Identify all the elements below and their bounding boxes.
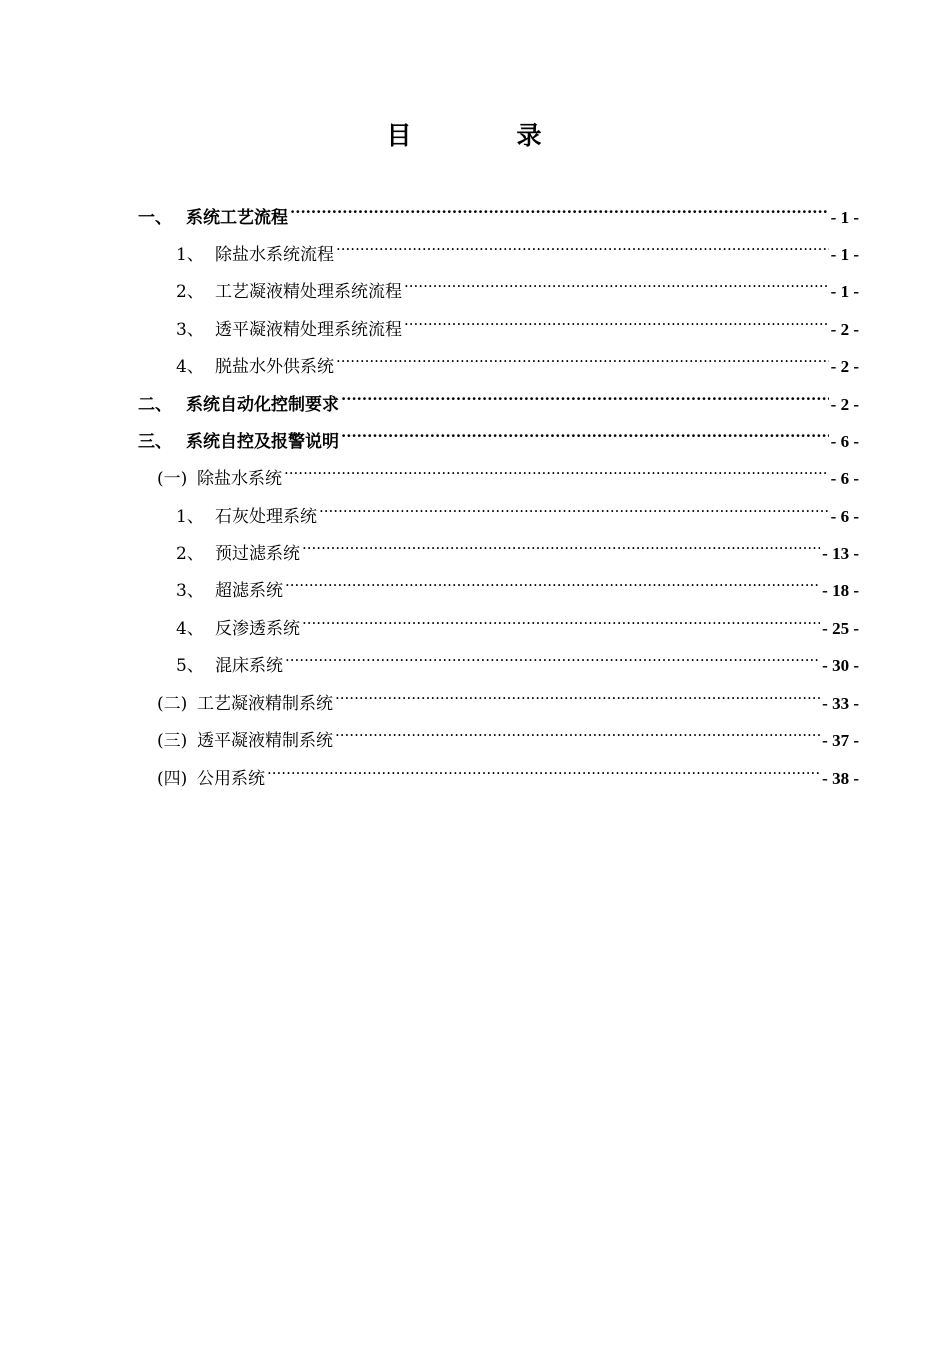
toc-entry-number: 3、 <box>176 320 204 340</box>
dot-leader <box>267 754 820 784</box>
toc-entry-3-c[interactable] <box>157 716 859 751</box>
toc-entry-label: 超滤系统 <box>215 581 283 601</box>
toc-entry-label: 石灰处理系统 <box>215 507 317 527</box>
toc-entry-page: - 18 - <box>822 581 859 600</box>
dot-leader <box>290 193 829 223</box>
toc-entry-number: 1、 <box>176 507 204 527</box>
toc-entry-page: - 33 - <box>822 694 859 713</box>
toc-entry-3-a-3[interactable] <box>176 566 859 601</box>
toc-entry-label: 除盐水系统 <box>197 469 282 489</box>
toc-entry-label: 透平凝液精处理系统流程 <box>215 320 402 340</box>
dot-leader <box>404 305 829 335</box>
toc-entry-page: - 1 - <box>830 245 859 264</box>
toc-entry-3-a-5[interactable] <box>176 641 859 676</box>
dot-leader <box>336 342 829 372</box>
dot-leader <box>335 679 820 709</box>
dot-leader <box>319 492 829 522</box>
toc-entry-1[interactable] <box>138 193 859 228</box>
toc-entry-3-a-2[interactable] <box>176 529 859 564</box>
toc-entry-label: 混床系统 <box>215 656 283 676</box>
toc-title: 目 录 <box>386 121 582 150</box>
toc-entry-page: - 13 - <box>822 544 859 563</box>
dot-leader <box>302 529 820 559</box>
dot-leader <box>341 417 829 447</box>
toc-entry-number: 二、 <box>138 395 172 415</box>
toc-entry-page: - 30 - <box>822 656 859 675</box>
toc-entry-label: 公用系统 <box>197 769 265 789</box>
toc-entry-number: (四) <box>157 769 188 789</box>
toc-entry-page: - 6 - <box>830 432 859 451</box>
toc-entry-label: 脱盐水外供系统 <box>215 357 334 377</box>
toc-entry-number: 4、 <box>176 619 204 639</box>
toc-entry-label: 透平凝液精制系统 <box>197 731 333 751</box>
toc-entry-page: - 38 - <box>822 769 859 788</box>
dot-leader <box>302 604 820 634</box>
toc-entry-3-a-1[interactable] <box>176 492 859 527</box>
toc-entry-1-2[interactable] <box>176 267 859 302</box>
dot-leader <box>284 454 829 484</box>
toc-entry-number: 5、 <box>176 656 204 676</box>
dot-leader <box>336 230 829 260</box>
toc-entry-label: 系统自动化控制要求 <box>186 395 339 415</box>
toc-entry-page: - 2 - <box>830 320 859 339</box>
toc-entry-2[interactable] <box>138 380 859 415</box>
toc-entry-1-1[interactable] <box>176 230 859 265</box>
toc-entry-page: - 6 - <box>830 469 859 488</box>
dot-leader <box>335 716 820 746</box>
toc-entry-page: - 2 - <box>830 395 859 414</box>
toc-entry-page: - 1 - <box>830 282 859 301</box>
toc-entry-number: 1、 <box>176 245 204 265</box>
toc-entry-page: - 2 - <box>830 357 859 376</box>
toc-entry-page: - 6 - <box>830 507 859 526</box>
toc-entry-page: - 1 - <box>830 208 859 227</box>
toc-entry-number: (三) <box>157 731 188 751</box>
toc-entry-label: 反渗透系统 <box>215 619 300 639</box>
dot-leader <box>285 566 820 596</box>
toc-entry-number: 2、 <box>176 282 204 302</box>
dot-leader <box>341 380 829 410</box>
toc-entry-3-b[interactable] <box>157 679 859 714</box>
dot-leader <box>404 267 829 297</box>
toc-entry-number: 三、 <box>138 432 172 452</box>
toc-entry-number: 3、 <box>176 581 204 601</box>
toc-entry-page: - 25 - <box>822 619 859 638</box>
toc-entry-3-d[interactable] <box>157 754 859 789</box>
toc-entry-label: 系统自控及报警说明 <box>186 432 339 452</box>
toc-entry-3-a-4[interactable] <box>176 604 859 639</box>
toc-entry-label: 工艺凝液精制系统 <box>197 694 333 714</box>
toc-entry-3-a[interactable] <box>157 454 859 489</box>
toc-entry-3[interactable] <box>138 417 859 452</box>
toc-entry-1-3[interactable] <box>176 305 859 340</box>
toc-entry-number: 一、 <box>138 208 172 228</box>
dot-leader <box>285 641 820 671</box>
toc-entry-label: 系统工艺流程 <box>186 208 288 228</box>
toc-entry-page: - 37 - <box>822 731 859 750</box>
toc-entry-label: 工艺凝液精处理系统流程 <box>215 282 402 302</box>
toc-entry-number: 4、 <box>176 357 204 377</box>
toc-entry-number: (一) <box>157 469 188 489</box>
toc-entry-label: 预过滤系统 <box>215 544 300 564</box>
toc-entry-number: (二) <box>157 694 188 714</box>
toc-entry-1-4[interactable] <box>176 342 859 377</box>
toc-entry-label: 除盐水系统流程 <box>215 245 334 265</box>
toc-entry-number: 2、 <box>176 544 204 564</box>
